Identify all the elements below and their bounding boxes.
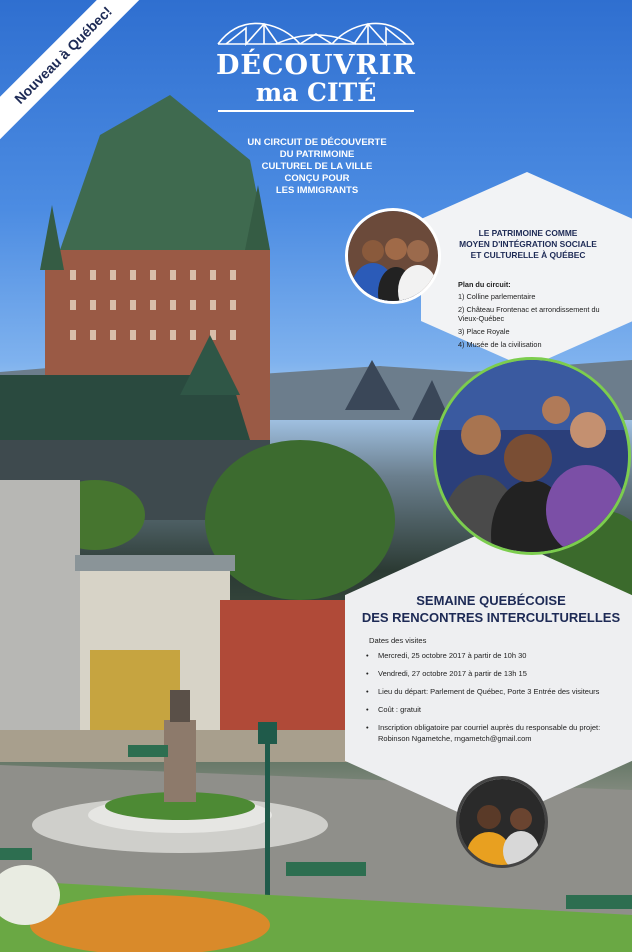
visit-info-item: • Coût : gratuit <box>366 704 616 715</box>
heritage-heading <box>436 228 620 261</box>
plan-item: 2) Château Frontenac et arrondissement du Vieux-Québec <box>458 305 600 323</box>
heritage-heading-line: ET CULTURELLE À QUÉBEC <box>470 250 586 260</box>
poster-subtitle <box>228 137 406 197</box>
subtitle-line: CULTUREL DE LA VILLE <box>261 161 373 172</box>
plan-list <box>458 292 618 353</box>
heritage-heading-line: LE PATRIMOINE COMME <box>478 228 578 238</box>
visit-info-list <box>366 650 616 751</box>
subtitle-line: LES IMMIGRANTS <box>275 185 359 196</box>
visit-info-item: • Inscription obligatoire par courriel auprès du responsable du projet: Robinson Ngametche, rngametch@gmail.com <box>366 722 616 744</box>
dates-title: Dates des visites <box>369 636 427 645</box>
title-divider <box>218 110 414 112</box>
plan-item: 3) Place Royale <box>458 327 510 336</box>
group-photo-bottom <box>456 776 548 868</box>
heritage-heading-line: MOYEN D'INTÉGRATION SOCIALE <box>459 239 597 249</box>
new-in-quebec-ribbon: Nouveau à Québec! <box>0 0 148 140</box>
title-line-1: DÉCOUVRIR <box>215 50 416 81</box>
group-photo-large <box>433 357 631 555</box>
group-photo-small <box>345 208 441 304</box>
plan-item: 4) Musée de la civilisation <box>458 340 542 349</box>
visit-info-item: • Vendredi, 27 octobre 2017 à partir de 13h 15 <box>366 668 616 679</box>
event-heading-line: DES RENCONTRES INTERCULTURELLES <box>361 610 621 625</box>
subtitle-line: DU PATRIMOINE <box>279 149 355 160</box>
plan-item: 1) Colline parlementaire <box>458 292 536 301</box>
bridge-logo-icon <box>216 14 416 50</box>
subtitle-line: CONÇU POUR <box>284 173 350 184</box>
event-heading-line: SEMAINE QUEBÉCOISE <box>416 593 566 608</box>
poster-header <box>210 14 422 112</box>
subtitle-line: UN CIRCUIT DE DÉCOUVERTE <box>247 137 387 148</box>
title-line-2: ma CITÉ <box>255 78 377 107</box>
plan-title: Plan du circuit: <box>458 280 511 289</box>
event-heading <box>356 592 626 626</box>
visit-info-item: • Lieu du départ: Parlement de Québec, Porte 3 Entrée des visiteurs <box>366 686 616 697</box>
visit-info-item: • Mercredi, 25 octobre 2017 à partir de 10h 30 <box>366 650 616 661</box>
